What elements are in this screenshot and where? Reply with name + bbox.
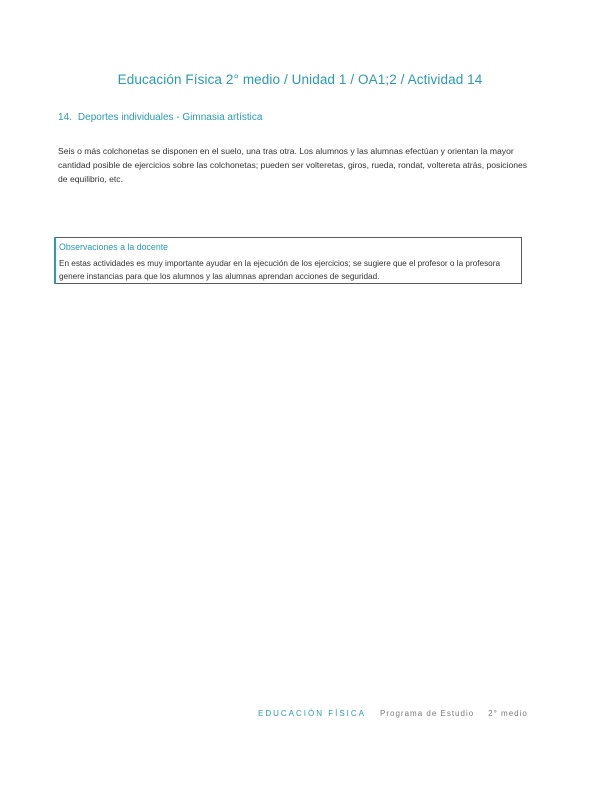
page-footer	[258, 709, 528, 718]
teacher-notes-box	[54, 237, 522, 284]
page-title: Educación Física 2° medio / Unidad 1 / OA1;2 / Actividad 14	[117, 72, 483, 87]
teacher-notes-text: En estas actividades es muy importante ayudar en la ejecución de los ejercicios; se sugiere que el profesor o la profesora genere instancias para que los alumnos y las alumnas aprendan acciones de seguridad.	[59, 259, 501, 281]
section-title: Deportes individuales - Gimnasia artística	[77, 112, 263, 123]
teacher-notes-title: Observaciones a la docente	[59, 242, 169, 252]
footer-program: Programa de Estudio	[380, 709, 475, 718]
section-number: 14.	[58, 112, 72, 123]
section-heading	[58, 112, 262, 123]
activity-description: Seis o más colchonetas se disponen en el suelo, una tras otra. Los alumnos y las alumnas efectúan y orientan la mayor cantidad posible de ejercicios sobre las colchonetas; pueden ser volteretas, giros, rueda, rondat, voltereta atrás, posiciones de equilibrio, etc.	[58, 146, 528, 184]
footer-semester: 2° medio	[488, 709, 528, 718]
footer-subject: EDUCACIÓN FÍSICA	[258, 709, 367, 718]
